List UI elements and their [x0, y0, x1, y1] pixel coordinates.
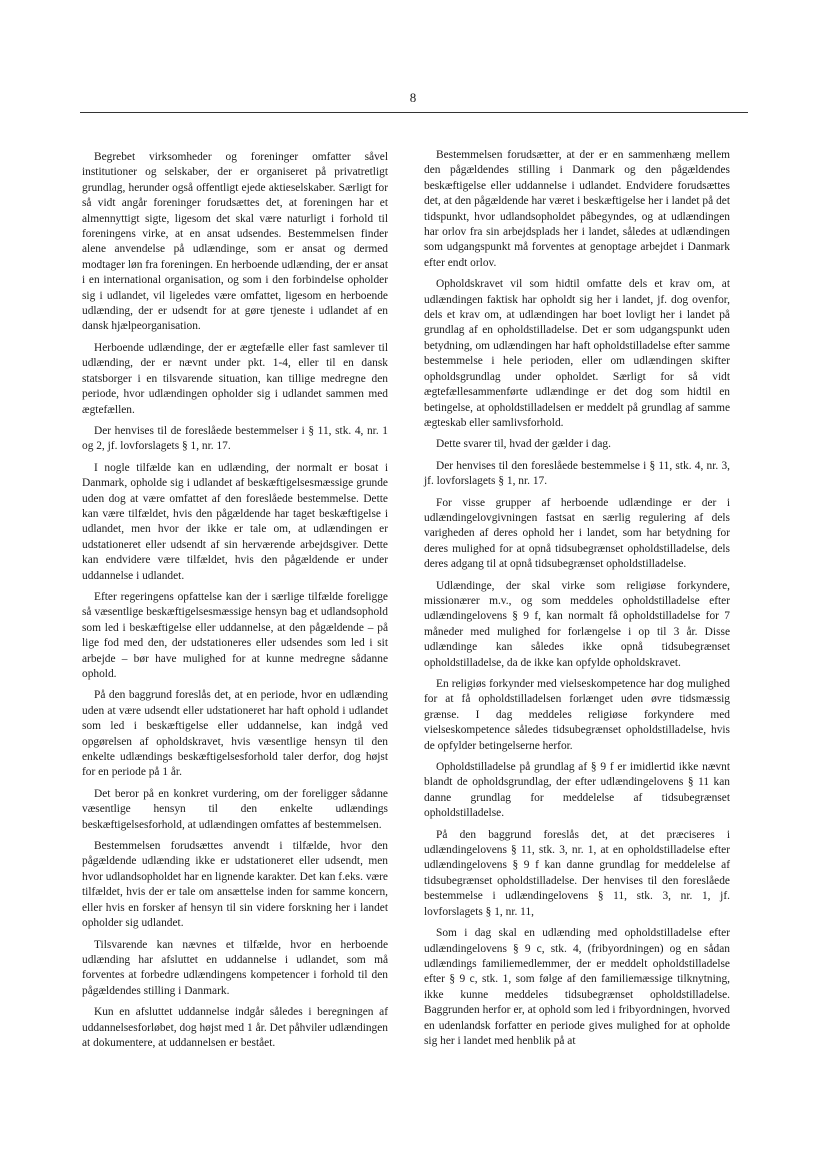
paragraph: På den baggrund foreslås det, at det præciseres i udlændingelovens § 11, stk. 3, nr. 1, at en opholdstilladelse efter udlændingelovens § 9 f kan danne grundlag for meddelelse af tidsubegrænset opholdstilladelse. Der henvises til den foreslåede bestemmelse i udlændingelovens § 11, stk. 3, nr. 1, jf. lovforslagets § 1, nr. 11, — [424, 828, 730, 918]
page-number: 8 — [409, 90, 417, 105]
paragraph: Der henvises til den foreslåede bestemmelse i § 11, stk. 4, nr. 3, jf. lovforslagets § 1, nr. 17. — [424, 459, 730, 488]
paragraph: Kun en afsluttet uddannelse indgår således i beregningen af uddannelsesforløbet, dog højst med 1 år. Det påhviler udlændingen at dokumentere, at uddannelsen er bestået. — [82, 1006, 388, 1049]
paragraph: Begrebet virksomheder og foreninger omfatter såvel institutioner og selskaber, der er organiseret på privatretligt grundlag, herunder også offentligt ejede aktieselskaber. Særligt for så vidt angår foreninger forudsættes det, at foreningen har et almennyttigt sigte, ligesom det skal være naturligt i forhold til foreningens virke, at en ansat udsendes. Bestemmelsen finder alene anvendelse på udlændinge, som er ansat og dermed modtager løn fra foreningen. En herboende udlænding, der er ansat i en international organisation, og som i den forbindelse opholder sig i udlandet, vil ligeledes være omfattet, ligesom en herboende udlænding, der er udsendt for at gøre tjeneste i udlandet af en dansk hjælpeorganisation. — [82, 151, 388, 333]
right-column — [424, 148, 730, 1055]
paragraph: I nogle tilfælde kan en udlænding, der normalt er bosat i Danmark, opholde sig i udlandet af beskæftigelsesmæssige grunde uden dog at være omfattet af den foreslåede bestemmelse. Dette kan være tilfældet, hvis den pågældende har taget beskæftigelse i udlandet, men hvor der ikke er tale om, at udlændingen er udstationeret eller udsendt af sin herværende arbejdsgiver. Dette kan endvidere være tilfældet, hvis den pågældende er under uddannelse i udlandet. — [82, 461, 388, 582]
paragraph: En religiøs forkynder med vielseskompetence har dog mulighed for at få opholdstilladelsen forlænget uden øvre tidsmæssig grænse. I dag meddeles religiøse forkyndere med vielseskompetence således tidsubegrænset opholdstilladelse, hvis de opfylder betingelserne herfor. — [424, 678, 730, 752]
paragraph: Udlændinge, der skal virke som religiøse forkyndere, missionærer m.v., og som meddeles opholdstilladelse efter udlændingelovens § 9 f, kan normalt få opholdstilladelse for 7 måneder med mulighed for forlængelse i op til 3 år. Disse udlændinge kan således ikke opnå tidsubegrænset opholdstilladelse, da de ikke kan opfylde opholdskravet. — [424, 579, 730, 669]
paragraph: Opholdskravet vil som hidtil omfatte dels et krav om, at udlændingen faktisk har opholdt sig her i landet, jf. dog ovenfor, dels et krav om, at udlændingen har boet lovligt her i landet på grundlag af en opholdstilladelse. Det er som udgangspunkt uden betydning, om udlændingen har haft opholdstilladelse efter samme bestemmelse i hele perioden, eller om udlændingen skifter opholdsgrundlag under opholdet. Særligt for så vidt ægtefællesammenførte udlændinge er det dog som hidtil en betingelse, at opholdstilladelsen er meddelt på grundlag af samme ægteskab eller samlivsforhold. — [424, 278, 730, 429]
left-column — [82, 150, 388, 1057]
paragraph: For visse grupper af herboende udlændinge er der i udlændingelovgivningen fastsat en særlig regulering af dels varigheden af deres ophold her i landet, som har betydning for deres mulighed for at opnå tidsubegrænset opholdstilladelse, dels deres adgang til at opnå tidsubegrænset opholdstilladelse. — [424, 496, 730, 571]
paragraph: Herboende udlændinge, der er ægtefælle eller fast samlever til udlænding, der er nævnt under pkt. 1-4, eller til en dansk statsborger i en tilsvarende situation, kan tillige medregne den periode, hvor udlændingen opholder sig i udlandet sammen med ægtefællen. — [82, 341, 388, 416]
paragraph: Som i dag skal en udlænding med opholdstilladelse efter udlændingelovens § 9 c, stk. 4, (fribyordningen) og en sådan udlændings familiemedlemmer, der er meddelt opholdstilladelse efter § 9 c, stk. 1, som følge af den familiemæssige tilknytning, ikke kunne meddeles tidsubegrænset opholdstilladelse. Baggrunden herfor er, at ophold som led i fribyordningen, hvorved en udenlandsk forfatter en periode gives mulighed for at opholde sig her i landet med henblik på at — [424, 927, 730, 1047]
paragraph: Bestemmelsen forudsættes anvendt i tilfælde, hvor den pågældende udlænding ikke er udstationeret eller udsendt, men hvor udlandsopholdet har en lignende karakter. Det kan f.eks. være tilfældet, hvis der er tale om ansættelse inden for samme koncern, eller hvis en forsker af hensyn til sin videre forskning her i landet opholder sig udlandet. — [82, 840, 388, 930]
paragraph: Der henvises til de foreslåede bestemmelser i § 11, stk. 4, nr. 1 og 2, jf. lovforslagets § 1, nr. 17. — [82, 424, 388, 453]
paragraph: Opholdstilladelse på grundlag af § 9 f er imidlertid ikke nævnt blandt de opholdsgrundlag, der efter udlændingelovens § 11 kan danne grundlag for meddelelse af tidsubegrænset opholdstilladelse. — [424, 761, 730, 820]
paragraph: På den baggrund foreslås det, at en periode, hvor en udlænding uden at være udsendt eller udstationeret har haft ophold i udlandet som led i beskæftigelse eller uddannelse, kan indgå ved opgørelsen af opholdskravet, hvis væsentlige hensyn til den enkelte udlændings beskæftigelsesforhold taler derfor, dog højst for en periode på 1 år. — [82, 689, 388, 779]
paragraph: Det beror på en konkret vurdering, om der foreligger sådanne væsentlige hensyn til den enkelte udlændings beskæftigelsesforhold, at udlændingen omfattes af bestemmelsen. — [82, 787, 388, 831]
header-rule — [80, 112, 748, 113]
paragraph: Tilsvarende kan nævnes et tilfælde, hvor en herboende udlænding har afsluttet en uddannelse i udlandet, som må forventes at forbedre udlændingens kompetencer i forhold til den pågældendes stilling i Danmark. — [82, 938, 388, 997]
paragraph: Efter regeringens opfattelse kan der i særlige tilfælde foreligge så væsentlige beskæftigelsesmæssige hensyn bag et udlandsophold som led i beskæftigelse eller uddannelse, at den pågældende – på lige fod med den, der udstationeres eller udsendes som led i sit arbejde – bør have mulighed for at kunne medregne sådanne ophold. — [82, 590, 388, 680]
paragraph: Bestemmelsen forudsætter, at der er en sammenhæng mellem den pågældendes stilling i Danmark og den pågældendes beskæftigelse eller uddannelse i udlandet. Endvidere forudsættes det, at den pågældende har været i beskæftigelse her i landet på det tidspunkt, hvor udlandsopholdet påbegyndes, og at udlændingen har orlov fra sin arbejdsplads her i landet, således at udlændingen som udgangspunkt må forventes at genoptage arbejdet i Danmark efter endt orlov. — [424, 149, 730, 269]
paragraph: Dette svarer til, hvad der gælder i dag. — [436, 438, 611, 451]
